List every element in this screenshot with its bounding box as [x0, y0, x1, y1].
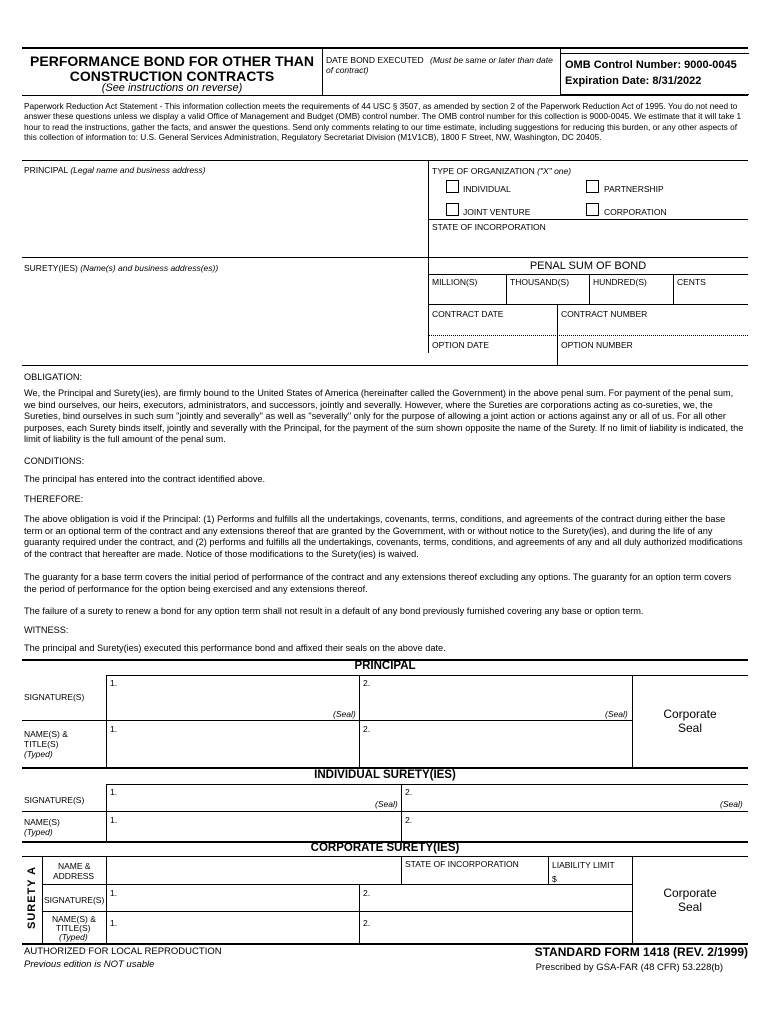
- individual-signature-2[interactable]: [405, 795, 745, 805]
- principal-sig-2-num: 2.: [363, 678, 371, 688]
- corp-name-title-1[interactable]: [120, 914, 355, 942]
- individual-seal-2: (Seal): [720, 799, 743, 809]
- corp-name-1-num: 1.: [110, 918, 118, 928]
- paperwork-statement: Paperwork Reduction Act Statement - This information collection meets the requirements of 44 USC § 3507, as amended by section 2 of the Paperwork Reduction Act of 1995. You do not need to answer these questions unless we display a valid Office of Management and Budget (OMB) control number. The OMB control number for this collection is 9000-0045. We estimate that it will take 1 hour to read the instructions, gather the facts, and answer the questions. Send only comments relating to our time estimate, including suggestions for reducing this burden, or any other aspects of this collection of information to: U.S. General Services Administration, Regulatory Secretariat Division (M1V1CB), 1800 F Street, NW, Washington, DC 20405.: [24, 101, 742, 142]
- corporation-checkbox[interactable]: [586, 203, 599, 216]
- individual-label: INDIVIDUAL: [463, 184, 511, 194]
- individual-name-1[interactable]: [120, 815, 397, 837]
- sureties-label: SURETY(IES) (Name(s) and business address(es)): [24, 263, 219, 273]
- partnership-label: PARTNERSHIP: [604, 184, 664, 194]
- corp-liability-dollar: $: [552, 874, 557, 884]
- principal-name-title-1[interactable]: [110, 734, 355, 764]
- joint-venture-label: JOINT VENTURE: [463, 207, 531, 217]
- individual-surety-heading: INDIVIDUAL SURETY(IES): [314, 769, 456, 781]
- previous-edition: Previous edition is NOT usable: [24, 959, 155, 970]
- expiration-date: Expiration Date: 8/31/2022: [565, 75, 702, 87]
- principal-input[interactable]: [24, 176, 428, 256]
- date-bond-executed-label: DATE BOND EXECUTED: [326, 55, 424, 65]
- principal-name-1-num: 1.: [110, 724, 118, 734]
- individual-signatures-label: SIGNATURE(S): [24, 795, 85, 805]
- corp-titles-label: TITLE(S): [56, 923, 91, 933]
- obligation-text: We, the Principal and Surety(ies), are firmly bound to the United States of America (hereinafter called the Government) in the above penal sum. For payment of the penal sum, we bind ourselves, our heirs, executors, administrators, and successors, jointly and severally. However, where the Sureties are corporations acting as co-sureties, we, the Sureties, bind ourselves in such sum "jointly and severally" as well as "severally" only for the purpose of allowing a joint action or actions against any or all of us. For all other purposes, each Surety binds itself, jointly and severally with the Principal, for the payment of the sum shown opposite the name of the Surety. If no limit of liability is indicated, the limit of liability is the full amount of the penal sum.: [24, 388, 744, 444]
- joint-venture-checkbox[interactable]: [446, 203, 459, 216]
- individual-typed-label: (Typed): [24, 827, 53, 837]
- principal-signature-1[interactable]: [110, 688, 355, 706]
- contract-number-label: CONTRACT NUMBER: [561, 309, 648, 319]
- date-bond-note: (Must be same or later than date of contract): [326, 55, 553, 75]
- corp-address-label: ADDRESS: [53, 871, 95, 881]
- individual-name-2[interactable]: [415, 815, 745, 837]
- corporation-label: CORPORATION: [604, 207, 667, 217]
- principal-signature-2[interactable]: [363, 688, 628, 706]
- conditions-text: The principal has entered into the contract identified above.: [24, 474, 266, 484]
- top-border: [22, 47, 748, 49]
- millions-label: MILLION(S): [432, 277, 478, 287]
- org-type-label: TYPE OF ORGANIZATION ("X" one): [432, 166, 572, 176]
- thousands-label: THOUSAND(S): [510, 277, 570, 287]
- individual-sig-1-num: 1.: [110, 787, 118, 797]
- individual-signature-1[interactable]: [110, 795, 397, 805]
- guaranty-text: The guaranty for a base term covers the initial period of performance of the contract and any extensions thereof excluding any options. The guaranty for an option term covers the period of performance for the option being exercised and any extensions thereof.: [24, 572, 732, 594]
- hundreds-label: HUNDRED(S): [593, 277, 647, 287]
- state-of-incorporation-label: STATE OF INCORPORATION: [432, 222, 546, 232]
- corp-signature-2[interactable]: [373, 887, 628, 909]
- principal-seal-1: (Seal): [333, 709, 356, 719]
- corp-signatures-label: SIGNATURE(S): [44, 895, 105, 905]
- form-title-line2: CONSTRUCTION CONTRACTS: [69, 68, 275, 84]
- surety-a-side-label: SURETY A: [26, 865, 38, 929]
- partnership-checkbox[interactable]: [586, 180, 599, 193]
- sureties-input[interactable]: [24, 275, 428, 353]
- corp-names-label: NAME(S) &: [52, 914, 96, 924]
- principal-titles-label: TITLE(S): [24, 739, 59, 749]
- omb-box: [560, 53, 749, 95]
- corp-sig-2-num: 2.: [363, 888, 371, 898]
- principal-seal-2: (Seal): [605, 709, 628, 719]
- corporate-surety-heading: CORPORATE SURETY(IES): [310, 842, 460, 854]
- individual-name-1-num: 1.: [110, 815, 118, 825]
- therefore-heading: THEREFORE:: [24, 494, 84, 504]
- individual-checkbox[interactable]: [446, 180, 459, 193]
- option-date-label: OPTION DATE: [432, 340, 489, 350]
- corp-sig-1-num: 1.: [110, 888, 118, 898]
- prescribed-by: Prescribed by GSA-FAR (48 CFR) 53.228(b): [535, 962, 723, 973]
- corp-corporate-seal: Corporate Seal: [663, 886, 717, 914]
- individual-seal-1: (Seal): [375, 799, 398, 809]
- individual-name-2-num: 2.: [405, 815, 413, 825]
- corp-name-2-num: 2.: [363, 918, 371, 928]
- witness-heading: WITNESS:: [24, 625, 69, 635]
- failure-text: The failure of a surety to renew a bond for any option term shall not result in a default of any bond previously furnished covering any base or option term.: [24, 606, 644, 616]
- principal-name-2-num: 2.: [363, 724, 371, 734]
- cents-label: CENTS: [677, 277, 706, 287]
- principal-name-title-2[interactable]: [363, 734, 628, 764]
- option-number-label: OPTION NUMBER: [561, 340, 633, 350]
- principal-sig-heading: PRINCIPAL: [354, 660, 416, 672]
- witness-text: The principal and Surety(ies) executed this performance bond and affixed their seals on the above date.: [24, 643, 446, 653]
- contract-date-label: CONTRACT DATE: [432, 309, 504, 319]
- corp-name-title-2[interactable]: [373, 914, 628, 942]
- principal-corporate-seal: Corporate Seal: [663, 707, 717, 735]
- corp-signature-1[interactable]: [120, 887, 355, 909]
- principal-label: PRINCIPAL (Legal name and business address): [24, 165, 206, 175]
- therefore-text: The above obligation is void if the Principal: (1) Performs and fulfills all the undertakings, covenants, terms, conditions, and agreements of the contract during either the base term or an optional term of the contract and any extensions thereof that are granted by the Government, with or without notice to the Surety(ies), and during the life of any guaranty required under the contract, and (2) performs and fulfills all the undertakings, covenants, terms, conditions, and agreements of any and all duly authorized modifications of the contract that hereafter are made. Notice of those modifications to the Surety(ies) is waived.: [24, 514, 743, 559]
- conditions-heading: CONDITIONS:: [24, 456, 85, 466]
- principal-typed-label: (Typed): [24, 749, 53, 759]
- individual-sig-2-num: 2.: [405, 787, 413, 797]
- corp-state-label: STATE OF INCORPORATION: [405, 859, 519, 869]
- corp-typed-label: (Typed): [59, 932, 88, 942]
- form-title-line1: PERFORMANCE BOND FOR OTHER THAN: [30, 53, 314, 69]
- see-instructions: (See instructions on reverse): [101, 82, 243, 94]
- authorized-reproduction: AUTHORIZED FOR LOCAL REPRODUCTION: [24, 946, 222, 957]
- corp-liability-label: LIABILITY LIMIT: [552, 860, 615, 870]
- principal-sig-1-num: 1.: [110, 678, 118, 688]
- omb-control-number: OMB Control Number: 9000-0045: [565, 59, 737, 71]
- state-of-incorporation-input[interactable]: [432, 233, 746, 255]
- form-name: STANDARD FORM 1418 (REV. 2/1999): [534, 945, 748, 959]
- penal-sum-heading: PENAL SUM OF BOND: [529, 260, 647, 272]
- obligation-heading: OBLIGATION:: [24, 372, 83, 382]
- corp-name-address-input[interactable]: [110, 859, 397, 881]
- principal-names-label: NAME(S) &: [24, 729, 68, 739]
- individual-names-label: NAME(S): [24, 817, 60, 827]
- corp-name-label: NAME &: [58, 861, 91, 871]
- principal-signatures-label: SIGNATURE(S): [24, 692, 85, 702]
